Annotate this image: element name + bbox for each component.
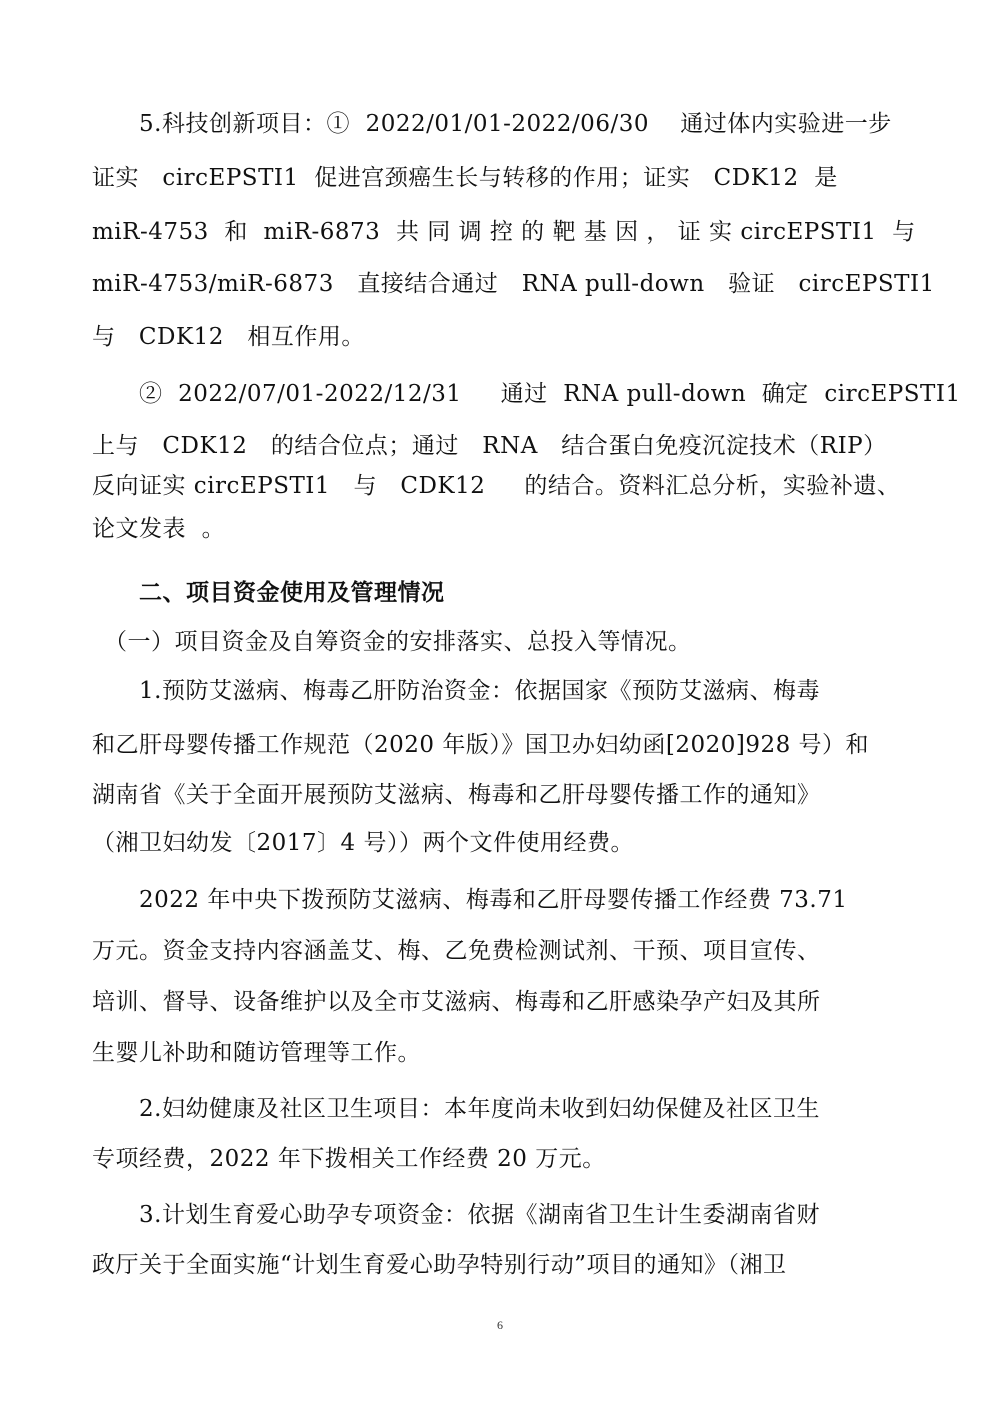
paragraph-line: miR-4753 和 miR-6873 共 同 调 控 的 靶 基 因 ， 证 实 circEPSTI1 与 (92, 219, 916, 245)
paragraph-line: 1.预防艾滋病、梅毒乙肝防治资金：依据国家《预防艾滋病、梅毒 (92, 678, 820, 704)
paragraph-line: 5.科技创新项目：① 2022/01/01-2022/06/30 通过体内实验进一步 (92, 111, 892, 137)
paragraph-line: 万元。资金支持内容涵盖艾、梅、乙免费检测试剂、干预、项目宣传、 (92, 938, 821, 964)
paragraph-line: 上与 CDK12 的结合位点；通过 RNA 结合蛋白免疫沉淀技术（RIP） (92, 433, 887, 459)
paragraph-line: 3.计划生育爱心助孕专项资金：依据《湖南省卫生计生委湖南省财 (92, 1202, 820, 1228)
subsection-heading: （一）项目资金及自筹资金的安排落实、总投入等情况。 (92, 629, 692, 655)
paragraph-line: 和乙肝母婴传播工作规范（2020 年版）》国卫办妇幼函[2020]928 号）和 (92, 732, 870, 758)
paragraph-line: 湖南省《关于全面开展预防艾滋病、梅毒和乙肝母婴传播工作的通知》 (92, 782, 821, 808)
paragraph-line: 与 CDK12 相互作用。 (92, 324, 365, 350)
paragraph-line: 培训、督导、设备维护以及全市艾滋病、梅毒和乙肝感染孕产妇及其所 (92, 989, 821, 1015)
section-heading: 二、项目资金使用及管理情况 (92, 579, 445, 606)
paragraph-line: ② 2022/07/01-2022/12/31 通过 RNA pull-down 确定 circEPSTI1 (92, 381, 961, 407)
paragraph-line: 反向证实 circEPSTI1 与 CDK12 的结合。资料汇总分析，实验补遗、 (92, 473, 901, 499)
paragraph-line: 政厅关于全面实施“计划生育爱心助孕特别行动”项目的通知》（湘卫 (92, 1252, 787, 1278)
paragraph-line: 证实 circEPSTI1 促进宫颈癌生长与转移的作用；证实 CDK12 是 (92, 165, 838, 191)
paragraph-line: miR-4753/miR-6873 直接结合通过 RNA pull-down 验证 circEPSTI1 (92, 271, 935, 297)
paragraph-line: （湘卫妇幼发〔2017〕4 号））两个文件使用经费。 (92, 830, 634, 856)
paragraph-line: 专项经费，2022 年下拨相关工作经费 20 万元。 (92, 1146, 606, 1172)
paragraph-line: 论文发表 。 (92, 516, 226, 542)
paragraph-line: 2.妇幼健康及社区卫生项目：本年度尚未收到妇幼保健及社区卫生 (92, 1096, 820, 1122)
page-number: 6 (497, 1318, 503, 1332)
paragraph-line: 生婴儿补助和随访管理等工作。 (92, 1040, 421, 1066)
paragraph-line: 2022 年中央下拨预防艾滋病、梅毒和乙肝母婴传播工作经费 73.71 (92, 887, 848, 913)
